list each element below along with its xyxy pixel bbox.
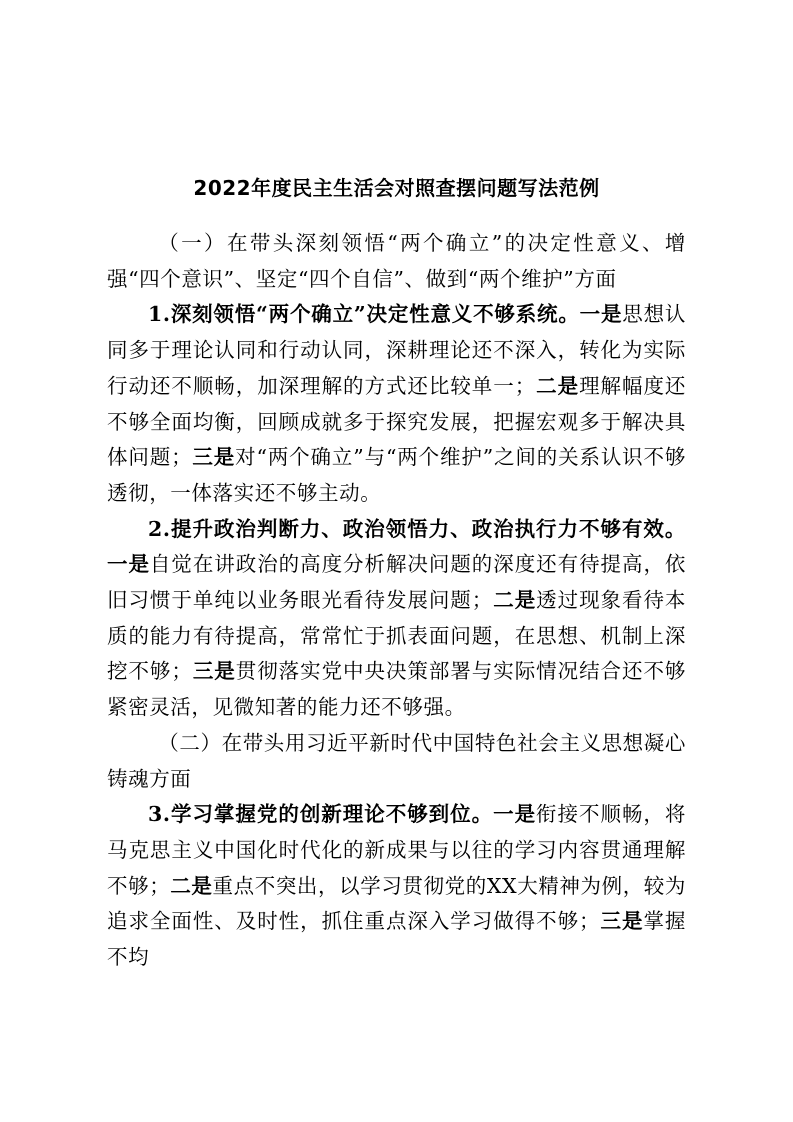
point-text: 对“两个确立”与“两个维护”之间的关系认识不够透彻，一体落实还不够主动。 bbox=[107, 445, 686, 505]
point-text: 透过现象看待本质的能力有待提高，常常忙于抓表面问题，在思想、机制上深挖不够； bbox=[107, 588, 686, 684]
point-label: 二是 bbox=[170, 873, 213, 898]
point-label: 三是 bbox=[192, 445, 236, 470]
document-title: 2022年度民主生活会对照查摆问题写法范例 bbox=[193, 176, 600, 200]
point-label: 三是 bbox=[192, 659, 236, 684]
point-label: 一是 bbox=[493, 802, 537, 827]
item-heading-1: 1.深刻领悟“两个确立”决定性意义不够系统。 bbox=[148, 302, 580, 327]
section-heading-1: （一）在带头深刻领悟“两个确立”的决定性意义、增强“四个意识”、坚定“四个自信”、做到“两个维护”方面 bbox=[107, 231, 686, 291]
point-text: 重点不突出，以学习贯彻党的XX大精神为例，较为追求全面性、及时性，抓住重点深入学习做得不够； bbox=[107, 873, 687, 934]
point-text: 贯彻落实党中央决策部署与实际情况结合还不够紧密灵活，见微知著的能力还不够强。 bbox=[107, 659, 687, 720]
point-text: 衔接不顺畅，将马克思主义中国化时代化的新成果与以往的学习内容贯通理解不够； bbox=[107, 802, 686, 898]
point-text: 理解幅度还不够全面均衡，回顾成就多于探究发展，把握宏观多于解决具体问题； bbox=[107, 373, 687, 470]
point-text: 思想认同多于理论认同和行动认同，深耕理论还不深入，转化为实际行动还不顺畅，加深理解的方式还比较单一； bbox=[107, 302, 686, 398]
item-paragraph-1 bbox=[107, 297, 686, 511]
point-label: 三是 bbox=[600, 909, 644, 934]
section-heading-2: （二）在带头用习近平新时代中国特色社会主义思想凝心铸魂方面 bbox=[107, 730, 686, 791]
point-label: 一是 bbox=[579, 302, 623, 327]
point-text: 掌握不均 bbox=[107, 909, 686, 970]
item-heading-3: 3.学习掌握党的创新理论不够到位。 bbox=[148, 802, 494, 827]
item-paragraph-2 bbox=[107, 512, 686, 726]
item-heading-2: 2.提升政治判断力、政治领悟力、政治执行力不够有效。 bbox=[148, 516, 686, 541]
point-label: 一是 bbox=[107, 552, 150, 577]
point-label: 二是 bbox=[492, 588, 537, 613]
item-paragraph-3 bbox=[107, 797, 686, 976]
point-text: 自觉在讲政治的高度分析解决问题的深度还有待提高，依旧习惯于单纯以业务眼光看待发展问题； bbox=[107, 552, 687, 613]
point-label: 二是 bbox=[535, 373, 580, 398]
